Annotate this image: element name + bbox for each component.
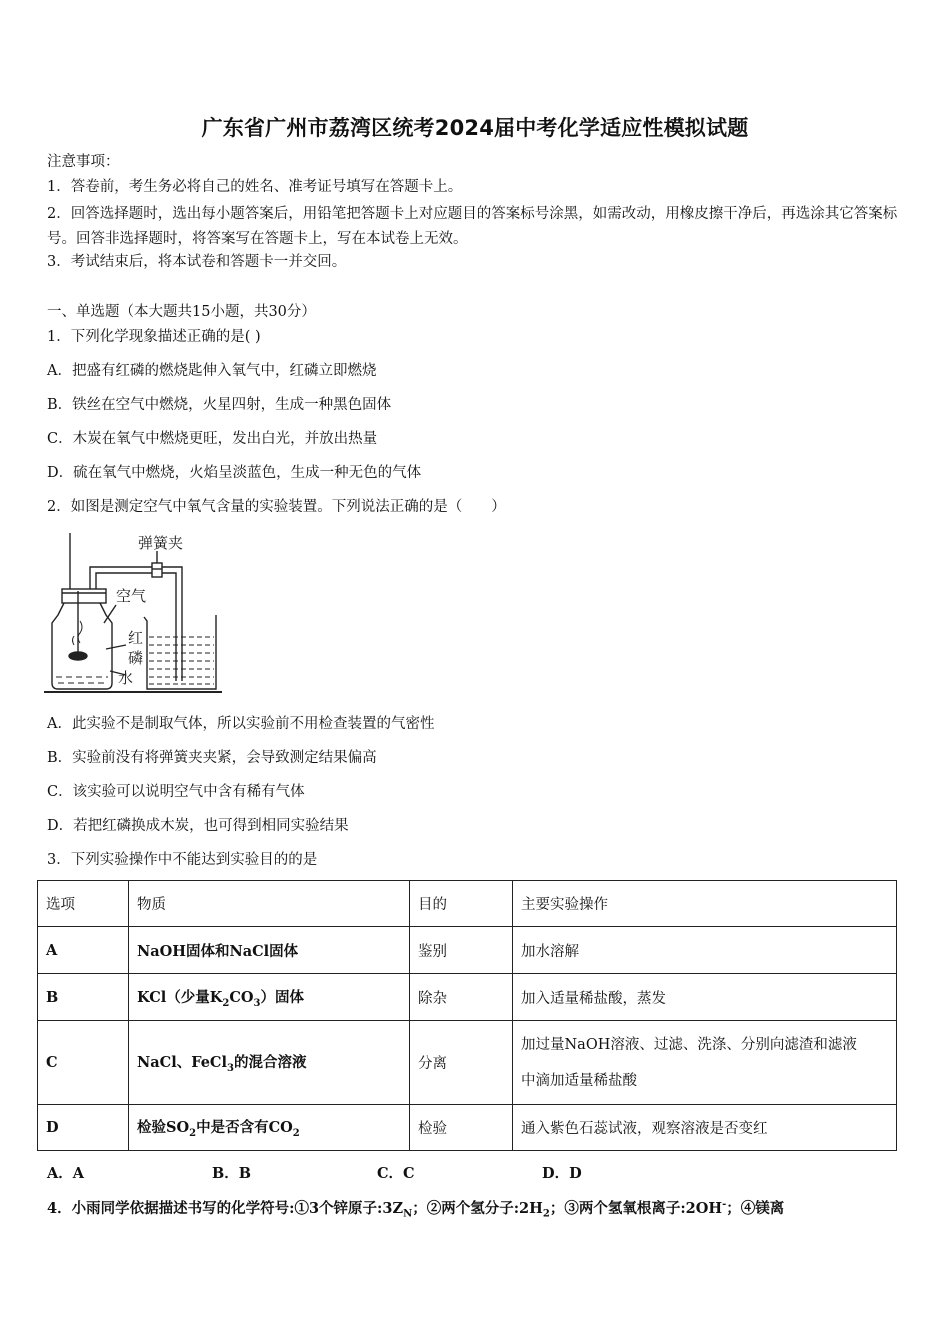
label-phosphorus-2: 磷 — [128, 649, 144, 667]
subscript: N — [403, 1208, 413, 1220]
cell-line: 中滴加适量稀盐酸 — [521, 1072, 637, 1089]
q2-option-b: B．实验前没有将弹簧夹夹紧，会导致测定结果偏高 — [47, 750, 377, 766]
q1-option-b: B．铁丝在空气中燃烧，火星四射，生成一种黑色固体 — [47, 397, 392, 413]
table-cell: 检验 — [410, 1105, 513, 1151]
q3-answer-b: B．B — [212, 1165, 252, 1182]
q4-text: ；②两个氢分子:2H — [412, 1199, 543, 1217]
q2-stem: 2．如图是测定空气中氧气含量的实验装置。下列说法正确的是（ ） — [47, 499, 506, 515]
q2-option-d: D．若把红磷换成木炭，也可得到相同实验结果 — [47, 818, 349, 834]
table-cell: 通入紫色石蕊试液，观察溶液是否变红 — [513, 1105, 897, 1151]
subscript: 2 — [292, 1127, 300, 1139]
table-cell: NaOH固体和NaCl固体 — [129, 927, 410, 974]
table-row — [38, 1021, 897, 1105]
q1-option-a: A．把盛有红磷的燃烧匙伸入氧气中，红磷立即燃烧 — [47, 363, 377, 379]
cell-text: CO — [229, 988, 254, 1006]
label-phosphorus-1: 红 — [128, 629, 144, 647]
notice-heading: 注意事项： — [47, 154, 120, 170]
q4-text: ；④镁离 — [726, 1199, 785, 1217]
table-row — [38, 927, 897, 974]
notice-item-3: 3．考试结束后，将本试卷和答题卡一并交回。 — [47, 254, 347, 270]
table-row — [38, 974, 897, 1021]
table-header: 选项 — [38, 881, 129, 927]
cell-text: 中是否含有CO — [196, 1119, 293, 1137]
superscript: - — [722, 1199, 727, 1210]
table-cell: 加水溶解 — [513, 927, 897, 974]
table-cell: 除杂 — [410, 974, 513, 1021]
q2-option-a: A．此实验不是制取气体，所以实验前不用检查装置的气密性 — [47, 716, 435, 732]
table-header-row — [38, 881, 897, 927]
table-cell: 分离 — [410, 1021, 513, 1105]
subscript: 3 — [226, 1062, 234, 1074]
table-cell: A — [38, 927, 129, 974]
table-header: 主要实验操作 — [513, 881, 897, 927]
q3-answer-c: C．C — [377, 1165, 415, 1182]
table-cell — [129, 1021, 410, 1105]
table-cell — [513, 1021, 897, 1105]
cell-text: ）固体 — [260, 988, 304, 1006]
subscript: 2 — [189, 1127, 197, 1139]
subscript: 2 — [542, 1208, 550, 1220]
subscript: 3 — [253, 997, 261, 1009]
subscript: 2 — [222, 997, 230, 1009]
q4-text: 4．小雨同学依据描述书写的化学符号:①3个锌原子:3Z — [47, 1199, 404, 1217]
section-heading: 一、单选题（本大题共15小题，共30分） — [47, 304, 316, 320]
table-cell — [129, 974, 410, 1021]
q3-answer-a: A．A — [47, 1165, 85, 1182]
label-clamp: 弹簧夹 — [138, 534, 184, 552]
page-title: 广东省广州市荔湾区统考2024届中考化学适应性模拟试题 — [201, 116, 749, 140]
cell-text: NaCl、FeCl — [137, 1054, 227, 1072]
notice-item-2: 2．回答选择题时，选出每小题答案后，用铅笔把答题卡上对应题目的答案标号涂黑，如需改动，用橡皮擦干净后，再选涂其它答案标号。回答非选择题时，将答案写在答题卡上，写在本试卷上无效。 — [47, 206, 898, 247]
q4-stem — [47, 1195, 784, 1225]
label-air: 空气 — [116, 587, 147, 605]
table-cell: D — [38, 1105, 129, 1151]
q2-option-c: C．该实验可以说明空气中含有稀有气体 — [47, 784, 305, 800]
q4-text: ；③两个氢氧根离子:2OH — [549, 1199, 723, 1217]
label-water: 水 — [118, 669, 134, 687]
table-header: 物质 — [129, 881, 410, 927]
notice-item-1: 1．答卷前，考生务必将自己的姓名、准考证号填写在答题卡上。 — [47, 179, 463, 195]
q3-answer-d: D．D — [542, 1165, 582, 1182]
table-cell: 加入适量稀盐酸，蒸发 — [513, 974, 897, 1021]
cell-text: 的混合溶液 — [233, 1054, 307, 1072]
table-cell: 鉴别 — [410, 927, 513, 974]
cell-text: KCl（少量K — [137, 988, 223, 1006]
q3-table — [37, 880, 897, 1151]
q3-stem: 3．下列实验操作中不能达到实验目的的是 — [47, 852, 318, 868]
table-cell: C — [38, 1021, 129, 1105]
table-row — [38, 1105, 897, 1151]
table-cell — [129, 1105, 410, 1151]
q1-stem: 1．下列化学现象描述正确的是( ) — [47, 329, 261, 345]
table-header: 目的 — [410, 881, 513, 927]
cell-line: 加过量NaOH溶液、过滤、洗涤、分别向滤渣和滤液 — [521, 1036, 857, 1053]
table-cell: B — [38, 974, 129, 1021]
q1-option-d: D．硫在氧气中燃烧，火焰呈淡蓝色，生成一种无色的气体 — [47, 465, 422, 481]
q1-option-c: C．木炭在氧气中燃烧更旺，发出白光，并放出热量 — [47, 431, 378, 447]
apparatus-figure — [44, 531, 224, 696]
cell-text: 检验SO — [137, 1119, 190, 1137]
